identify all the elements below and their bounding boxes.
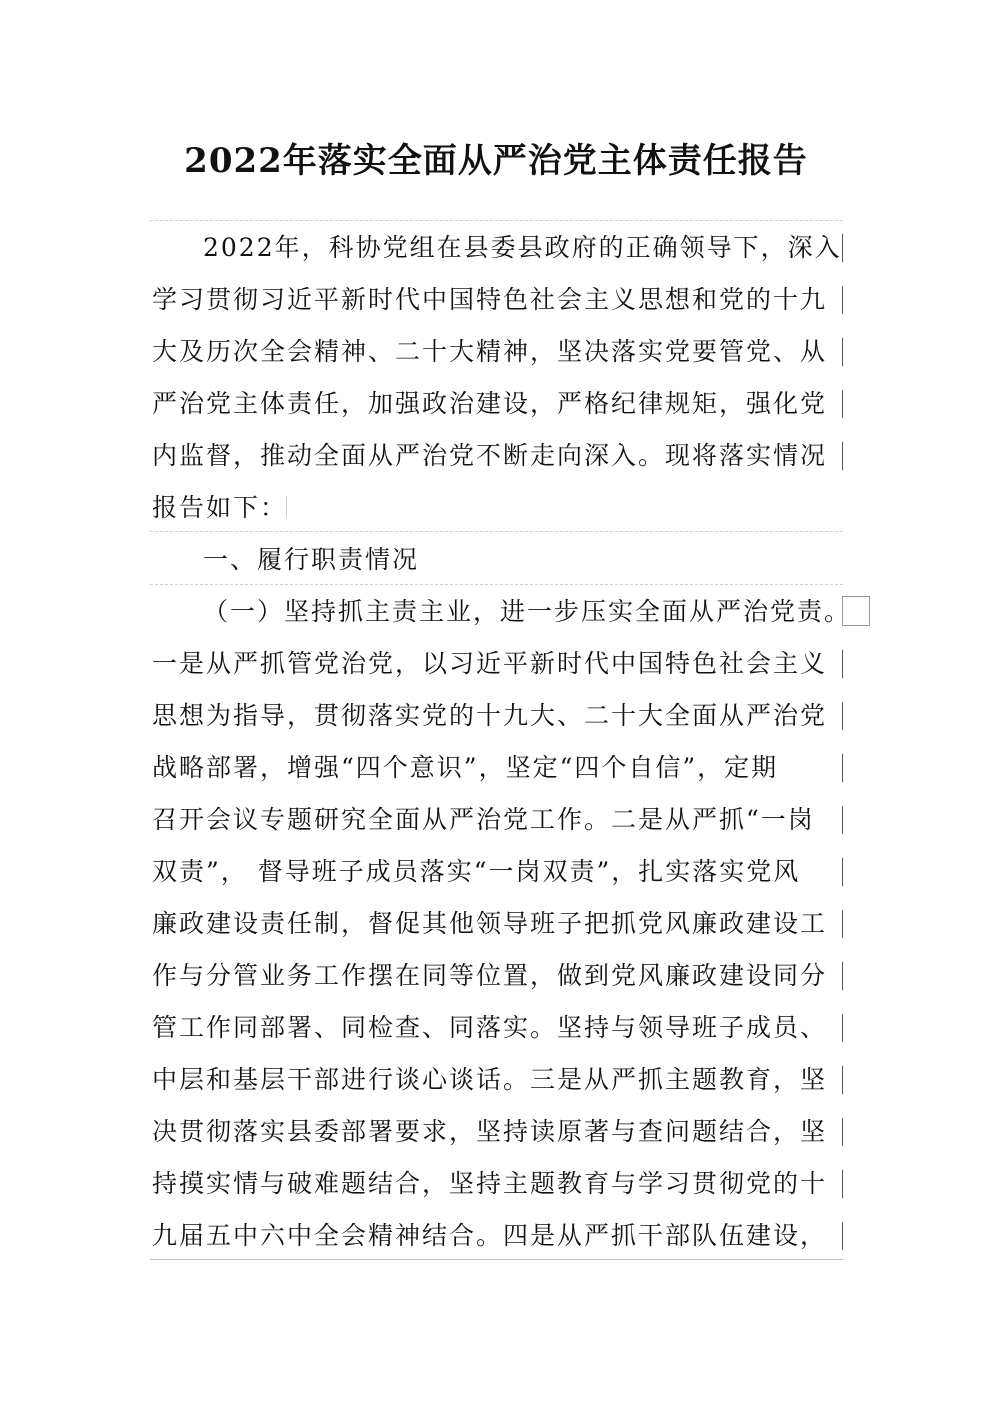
body-text-line: 双责”， 督导班子成员落实“一岗双责”，扎实落实党风	[152, 857, 801, 886]
body-text-line: 决贯彻落实县委部署要求，坚持读原著与查问题结合，坚	[152, 1117, 828, 1146]
line-end-marker	[842, 702, 843, 730]
page-bottom-rule	[150, 1259, 843, 1260]
body-text-line: 内监督，推动全面从严治党不断走向深入。现将落实情况	[152, 441, 828, 470]
line-end-marker	[842, 910, 843, 938]
body-text-line: 一是从严抓管党治党，以习近平新时代中国特色社会主义	[152, 649, 828, 678]
line-end-marker	[842, 1222, 843, 1250]
line-end-marker	[842, 754, 843, 782]
paragraph-divider	[150, 531, 843, 532]
body-text-line: 作与分管业务工作摆在同等位置，做到党风廉政建设同分	[152, 961, 828, 990]
body-text-line: 战略部署，增强“四个意识”，坚定“四个自信”，定期	[152, 753, 779, 782]
line-end-marker	[286, 496, 287, 518]
body-text-line: 严治党主体责任，加强政治建设，严格纪律规矩，强化党	[152, 389, 828, 418]
body-text-line: 持摸实情与破难题结合，坚持主题教育与学习贯彻党的十	[152, 1169, 828, 1198]
paragraph-divider	[150, 220, 843, 221]
body-text-line: 报告如下：	[152, 493, 288, 522]
line-end-marker	[842, 1118, 843, 1146]
line-end-marker	[842, 1170, 843, 1198]
line-end-marker	[842, 338, 843, 366]
document-title: 2022年落实全面从严治党主体责任报告	[184, 141, 808, 181]
body-text-line: 大及历次全会精神、二十大精神，坚决落实党要管党、从	[152, 337, 828, 366]
line-end-marker	[842, 858, 843, 886]
section-heading: 一、履行职责情况	[203, 545, 420, 574]
line-end-marker	[842, 650, 843, 678]
line-end-marker	[842, 1066, 843, 1094]
body-text-line: 廉政建设责任制，督促其他领导班子把抓党风廉政建设工	[152, 909, 828, 938]
body-text-line: 学习贯彻习近平新时代中国特色社会主义思想和党的十九	[152, 285, 828, 314]
line-end-marker	[842, 234, 843, 262]
body-text-line: 中层和基层干部进行谈心谈话。三是从严抓主题教育，坚	[152, 1065, 828, 1094]
body-text-line: 思想为指导，贯彻落实党的十九大、二十大全面从严治党	[152, 701, 828, 730]
subsection-heading: （一）坚持抓主责主业，进一步压实全面从严治党责。	[203, 597, 852, 626]
paragraph-divider	[150, 584, 843, 585]
line-end-marker	[842, 390, 843, 418]
line-end-marker	[842, 962, 843, 990]
body-text-line: 管工作同部署、同检查、同落实。坚持与领导班子成员、	[152, 1013, 828, 1042]
line-end-box-marker	[842, 596, 870, 626]
body-text-line: 召开会议专题研究全面从严治党工作。二是从严抓“一岗	[152, 805, 815, 834]
line-end-marker	[842, 806, 843, 834]
line-end-marker	[842, 1014, 843, 1042]
body-text-line: 2022年，科协党组在县委县政府的正确领导下，深入	[203, 233, 842, 262]
line-end-marker	[842, 286, 843, 314]
line-end-marker	[842, 442, 843, 470]
body-text-line: 九届五中六中全会精神结合。四是从严抓干部队伍建设，	[152, 1221, 828, 1250]
